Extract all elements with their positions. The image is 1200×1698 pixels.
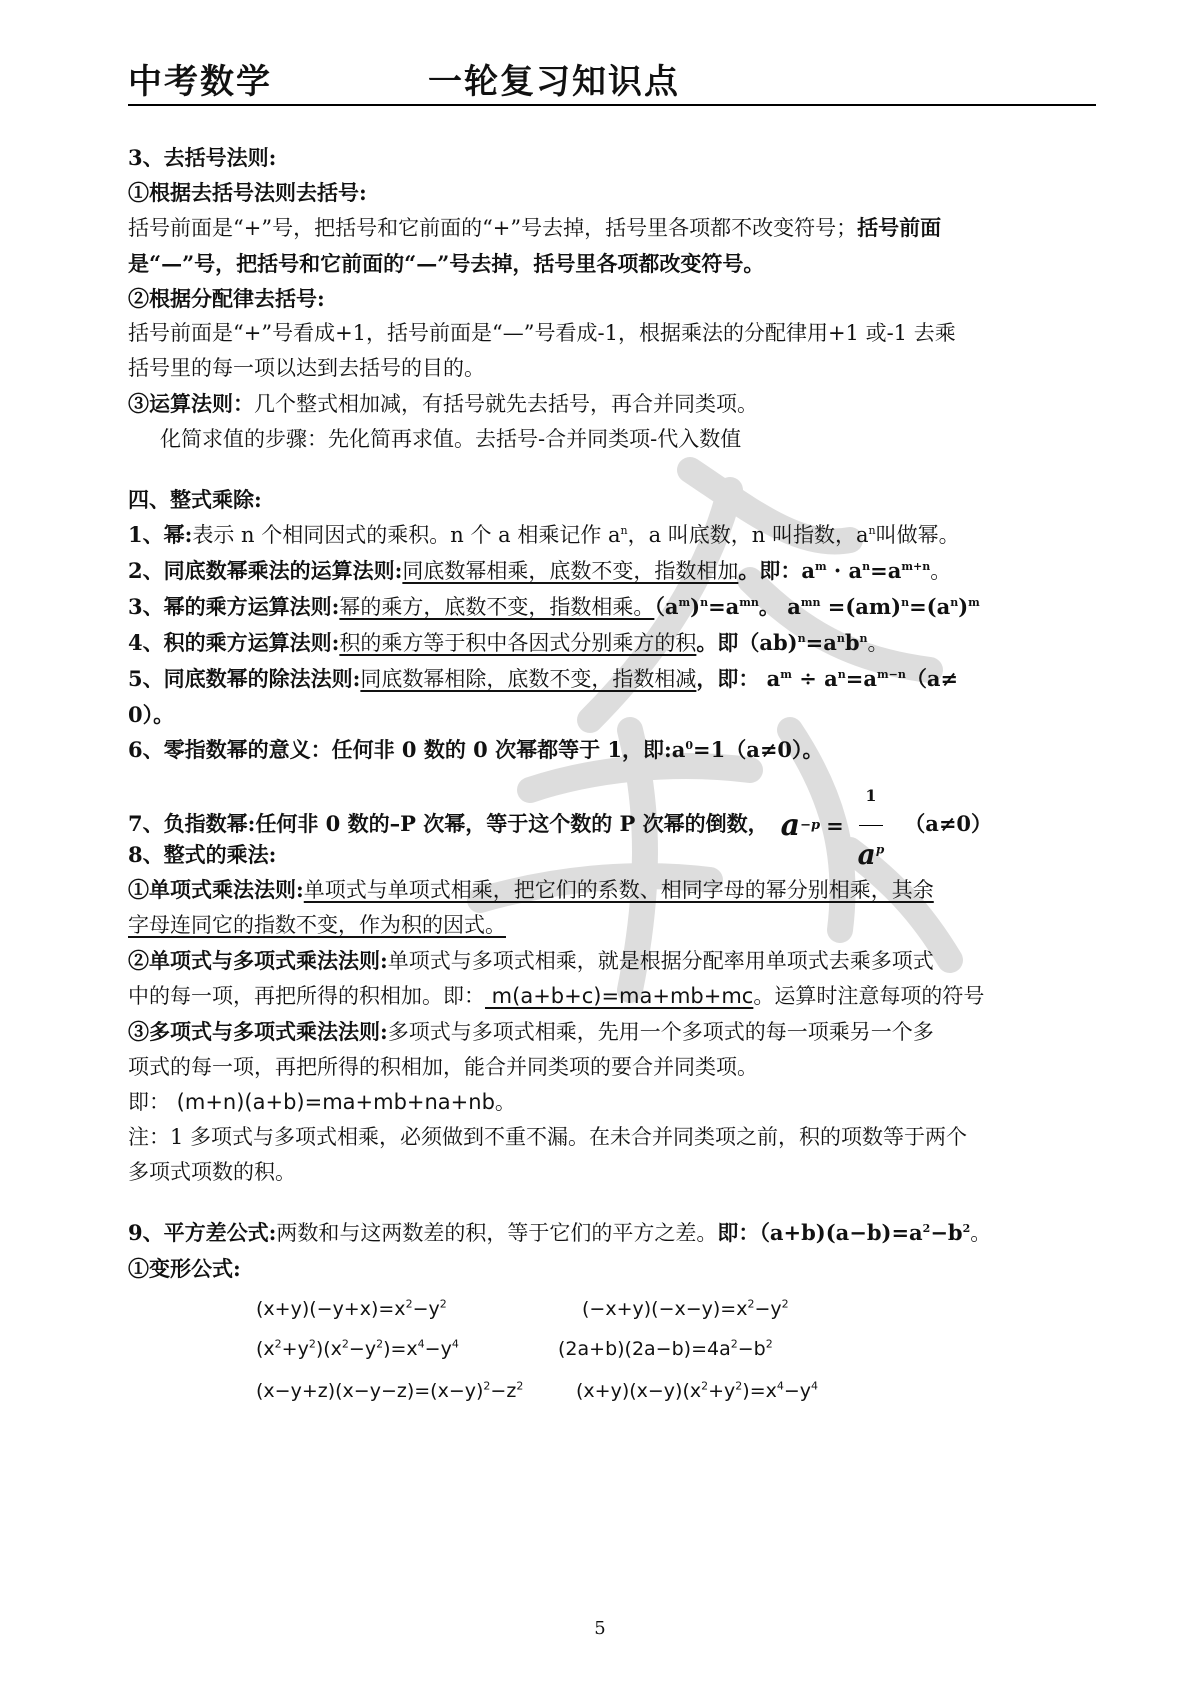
text-bold: （a bbox=[654, 594, 679, 619]
heading-section-4: 四、整式乘除: bbox=[128, 487, 262, 512]
text-underlined: 幂的乘方，底数不变，指数相乘。 bbox=[339, 595, 655, 619]
text-bold: =a bbox=[870, 558, 902, 583]
text-bold: =a bbox=[805, 630, 837, 655]
paragraph-line bbox=[128, 210, 1100, 246]
denominator-base: a bbox=[857, 838, 876, 871]
text-bold: 7、负指数幂:任何非 0 数的–P 次幂，等于这个数的 P 次幂的倒数， bbox=[128, 811, 769, 836]
superscript: m−n bbox=[876, 668, 906, 681]
paragraph-line: 化简求值的步骤：先化简再求值。去括号-合并同类项-代入数值 bbox=[160, 427, 742, 451]
text-bold: ②单项式与多项式乘法法则: bbox=[128, 948, 388, 973]
superscript: n bbox=[901, 596, 910, 609]
text-bold: =(a bbox=[909, 594, 951, 619]
text-bold: −b bbox=[930, 1220, 963, 1245]
page-number: 5 bbox=[594, 1618, 606, 1639]
text: 叫做幂。 bbox=[875, 523, 960, 547]
header-title-right: 一轮复习知识点 bbox=[428, 62, 680, 102]
paragraph-line: 是“—”号，把括号和它前面的“—”号去掉，括号里各项都改变符号。 bbox=[128, 251, 765, 276]
formula-base: a bbox=[780, 807, 801, 843]
paragraph-line bbox=[128, 908, 1100, 943]
paragraph-line bbox=[128, 979, 1100, 1014]
superscript: mn bbox=[800, 596, 821, 609]
text: 括号前面是“+”号，把括号和它前面的“+”号去掉，括号里各项都不改变符号； bbox=[128, 216, 858, 240]
superscript: n bbox=[950, 596, 959, 609]
text-underlined: 积的乘方等于积中各因式分别乘方的积 bbox=[339, 631, 697, 655]
rule-power bbox=[128, 517, 1100, 553]
header-title-left: 中考数学 bbox=[128, 62, 272, 102]
formula-3: $(x^2+y^2)(x^2-y^2)=x^4-y^4$ bbox=[256, 1337, 459, 1360]
formula-4: $(2a+b)(2a-b)=4a^2-b^2$ bbox=[558, 1337, 773, 1360]
superscript: m+n bbox=[901, 560, 931, 573]
formula-1: $(x+y)(-y+x)=x^2-y^2$ bbox=[256, 1297, 447, 1320]
superscript: m bbox=[814, 560, 827, 573]
subheading-variants: ①变形公式: bbox=[128, 1256, 241, 1281]
text: 。运算时注意每项的符号 bbox=[753, 984, 985, 1008]
text: 。 bbox=[930, 559, 952, 583]
rule-monomial-polynomial bbox=[128, 943, 1100, 979]
spacer bbox=[128, 1190, 1100, 1215]
text: 中的每一项，再把所得的积相加。即： bbox=[128, 984, 485, 1008]
formula-5: $(x-y+z)(x-y-z)=(x-y)^2-z^2$ bbox=[256, 1379, 524, 1402]
paragraph-line: 0）。 bbox=[128, 702, 175, 727]
text-bold: （a≠0） bbox=[904, 811, 993, 836]
fraction-numerator: 1 bbox=[859, 767, 882, 826]
text-bold: （a≠ bbox=[905, 666, 959, 691]
text-bold: 5、同底数幂的除法法则: bbox=[128, 666, 361, 691]
text-underlined: 单项式与单项式相乘，把它们的系数、相同字母的幂分别相乘，其余 bbox=[303, 878, 934, 902]
paragraph-line: 项式的每一项，再把所得的积相加，能合并同类项的要合并同类项。 bbox=[128, 1055, 758, 1079]
rule-polynomial-polynomial bbox=[128, 1014, 1100, 1050]
text-bold: · a bbox=[826, 558, 863, 583]
text-bold: 3、幂的乘方运算法则: bbox=[128, 594, 340, 619]
rule-difference-of-squares bbox=[128, 1215, 1100, 1251]
content bbox=[128, 140, 1100, 1422]
subheading-distributive: ②根据分配律去括号: bbox=[128, 286, 325, 311]
text-bold: 2、同底数幂乘法的运算法则: bbox=[128, 558, 403, 583]
text-bold: =a bbox=[708, 594, 740, 619]
formula-underlined: m(a+b+c)=ma+mb+mc bbox=[485, 984, 754, 1008]
text-bold: ③运算法则： bbox=[128, 391, 254, 416]
text-bold: ①单项式乘法法则: bbox=[128, 877, 304, 902]
variant-formulas bbox=[128, 1292, 1100, 1422]
text: 几个整式相加减，有括号就先去括号，再合并同类项。 bbox=[254, 392, 758, 416]
text: 单项式与多项式相乘，就是根据分配率用单项式去乘多项式 bbox=[387, 949, 934, 973]
text: 。 bbox=[494, 1090, 516, 1114]
formula-6: $(x+y)(x-y)(x^2+y^2)=x^4-y^4$ bbox=[576, 1379, 819, 1402]
text-bold: 4、积的乘方运算法则: bbox=[128, 630, 340, 655]
heading-multiplication: 8、整式的乘法: bbox=[128, 842, 277, 867]
superscript: 0 bbox=[685, 739, 694, 752]
text-bold: 。 a bbox=[758, 594, 801, 619]
rule-same-base-divide bbox=[128, 661, 1100, 697]
superscript: m bbox=[780, 668, 792, 681]
text-bold: b bbox=[844, 630, 860, 655]
formula-2: $(-x+y)(-x-y)=x^2-y^2$ bbox=[582, 1297, 789, 1320]
text: ，a 叫底数，n 叫指数，a bbox=[627, 523, 869, 547]
rule-same-base-multiply bbox=[128, 553, 1100, 589]
superscript: mn bbox=[739, 596, 759, 609]
superscript: 2 bbox=[922, 1222, 931, 1235]
text-bold: ÷ a bbox=[791, 666, 838, 691]
superscript: n bbox=[837, 668, 846, 681]
rule-power-of-power bbox=[128, 589, 1100, 625]
rule-monomial bbox=[128, 872, 1100, 908]
paragraph-line: 括号里的每一项以达到去括号的目的。 bbox=[128, 356, 485, 380]
rule-power-of-product bbox=[128, 625, 1100, 661]
rule-zero-exponent bbox=[128, 732, 1100, 767]
spacer bbox=[128, 457, 1100, 482]
superscript: n bbox=[859, 632, 868, 645]
text-bold: ，即： a bbox=[696, 666, 781, 691]
text-bold: ) bbox=[690, 594, 701, 619]
text-bold: =1（a≠0）。 bbox=[693, 737, 824, 762]
superscript: n bbox=[620, 524, 628, 537]
text-bold: 6、零指数幂的意义：任何非 0 数的 0 次幂都等于 1，即:a bbox=[128, 737, 686, 762]
text: 表示 n 个相同因式的乘积。n 个 a 相乘记作 a bbox=[192, 523, 621, 547]
text-bold: =a bbox=[845, 666, 877, 691]
superscript: n bbox=[836, 632, 845, 645]
paragraph-line bbox=[128, 1085, 1100, 1120]
text-bold: ) bbox=[958, 594, 969, 619]
text-bold: ③多项式与多项式乘法法则: bbox=[128, 1019, 388, 1044]
text-bold: 即：（a+b)(a−b)=a bbox=[717, 1220, 923, 1245]
superscript: n bbox=[862, 560, 871, 573]
text: 多项式与多项式相乘，先用一个多项式的每一项乘另一个多 bbox=[387, 1020, 934, 1044]
negative-exponent-formula: a −p = $\frac{1}{a^p}$ bbox=[781, 767, 885, 884]
superscript: m bbox=[678, 596, 691, 609]
text-underlined: 同底数幂相除，底数不变，指数相减 bbox=[360, 667, 697, 691]
paragraph-line bbox=[128, 386, 1100, 422]
page-header bbox=[128, 54, 1096, 106]
formula: (m+n)(a+b)=ma+mb+na+nb bbox=[170, 1090, 495, 1114]
formula-equals: = bbox=[826, 812, 844, 838]
text-bold: =(am) bbox=[820, 594, 902, 619]
text-bold: 。即（ab) bbox=[696, 630, 798, 655]
text-underlined: 字母连同它的指数不变，作为积的因式。 bbox=[128, 913, 506, 937]
denominator-exponent: p bbox=[875, 842, 885, 857]
superscript: n bbox=[700, 596, 709, 609]
text: 。 bbox=[867, 631, 889, 655]
text-bold: 括号前面 bbox=[857, 215, 942, 240]
superscript: n bbox=[868, 524, 876, 537]
text-bold: 。即：a bbox=[738, 558, 815, 583]
text: 两数和与这两数差的积，等于它们的平方之差。 bbox=[276, 1221, 718, 1245]
superscript: n bbox=[797, 632, 806, 645]
text: 即： bbox=[128, 1090, 170, 1114]
text-bold: 1、幂: bbox=[128, 522, 193, 547]
subheading-rule: ①根据去括号法则去括号: bbox=[128, 180, 367, 205]
heading-remove-brackets: 3、去括号法则: bbox=[128, 145, 277, 170]
text: 。 bbox=[970, 1221, 992, 1245]
note-line: 注：1 多项式与多项式相乘，必须做到不重不漏。在未合并同类项之前，积的项数等于两个 bbox=[128, 1125, 968, 1149]
text-underlined: 同底数幂相乘，底数不变，指数相加 bbox=[402, 559, 739, 583]
paragraph-line: 括号前面是“+”号看成+1，括号前面是“—”号看成-1，根据乘法的分配律用+1 或-1 去乘 bbox=[128, 321, 956, 345]
superscript: m bbox=[968, 596, 980, 609]
note-line: 多项式项数的积。 bbox=[128, 1160, 296, 1184]
superscript: 2 bbox=[962, 1222, 971, 1235]
text-bold: 9、平方差公式: bbox=[128, 1220, 277, 1245]
